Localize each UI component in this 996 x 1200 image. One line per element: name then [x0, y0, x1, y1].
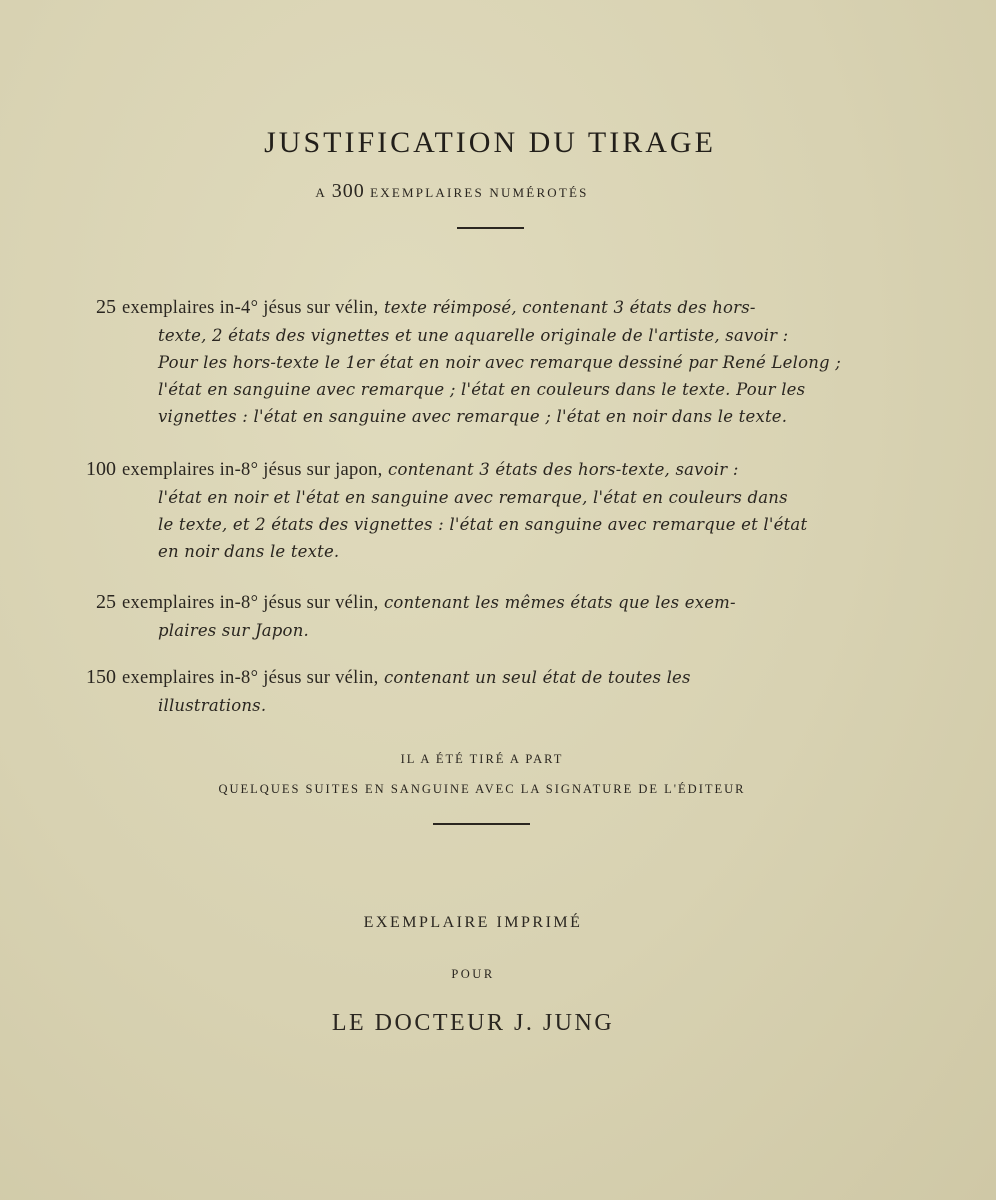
entry-line: l'état en sanguine avec remarque ; l'état en couleurs dans le texte. Pour les	[158, 380, 806, 399]
entry-italic-text: contenant 3 états des hors-texte, savoir :	[382, 460, 739, 479]
entry-count: 25	[96, 591, 116, 613]
subtitle-number: 300	[331, 180, 365, 202]
dedication-line-1: EXEMPLAIRE IMPRIMÉ	[363, 914, 583, 931]
divider-rule	[457, 227, 524, 229]
entry-line: illustrations.	[158, 696, 267, 715]
dedication-line-2: POUR	[451, 967, 495, 981]
divider-rule	[433, 823, 530, 825]
entry-roman-text: exemplaires in-4° jésus sur vélin,	[122, 298, 379, 318]
entry-count: 25	[96, 296, 116, 318]
entry-line: vignettes : l'état en sanguine avec remarque ; l'état en noir dans le texte.	[158, 407, 788, 426]
dedication-recipient: LE DOCTEUR J. JUNG	[331, 1010, 615, 1036]
subtitle-suffix: EXEMPLAIRES NUMÉROTÉS	[364, 185, 589, 200]
page-subtitle	[0, 180, 904, 203]
entry-roman-text: exemplaires in-8° jésus sur japon,	[122, 460, 383, 480]
page-title: JUSTIFICATION DU TIRAGE	[264, 126, 716, 159]
entry-line: l'état en noir et l'état en sanguine avec remarque, l'état en couleurs dans	[158, 488, 788, 507]
notice-line-2: QUELQUES SUITES EN SANGUINE AVEC LA SIGNATURE DE L'ÉDITEUR	[218, 782, 746, 796]
entry-line: en noir dans le texte.	[158, 542, 340, 561]
entry-line	[60, 456, 900, 484]
entry-roman-text: exemplaires in-8° jésus sur vélin,	[122, 668, 379, 688]
entry-italic-text: contenant les mêmes états que les exem-	[378, 593, 736, 612]
edition-entry	[60, 456, 900, 565]
entry-count: 100	[86, 458, 116, 480]
edition-entry	[60, 589, 900, 644]
entry-line: Pour les hors-texte le 1er état en noir avec remarque dessiné par René Lelong ;	[158, 353, 841, 372]
entry-italic-text: texte réimposé, contenant 3 états des hors-	[378, 298, 756, 317]
edition-entry	[60, 294, 900, 430]
entry-line	[60, 589, 900, 617]
entry-roman-text: exemplaires in-8° jésus sur vélin,	[122, 593, 379, 613]
entry-italic-text: contenant un seul état de toutes les	[378, 668, 691, 687]
edition-entry	[60, 664, 900, 719]
entry-line	[60, 664, 900, 692]
subtitle-prefix: A	[315, 185, 332, 200]
entry-line: texte, 2 états des vignettes et une aquarelle originale de l'artiste, savoir :	[158, 326, 789, 345]
entry-line: plaires sur Japon.	[158, 621, 309, 640]
entry-count: 150	[86, 666, 116, 688]
entry-line: le texte, et 2 états des vignettes : l'état en sanguine avec remarque et l'état	[158, 515, 808, 534]
notice-line-1: IL A ÉTÉ TIRÉ A PART	[400, 752, 564, 766]
entry-line	[60, 294, 900, 322]
